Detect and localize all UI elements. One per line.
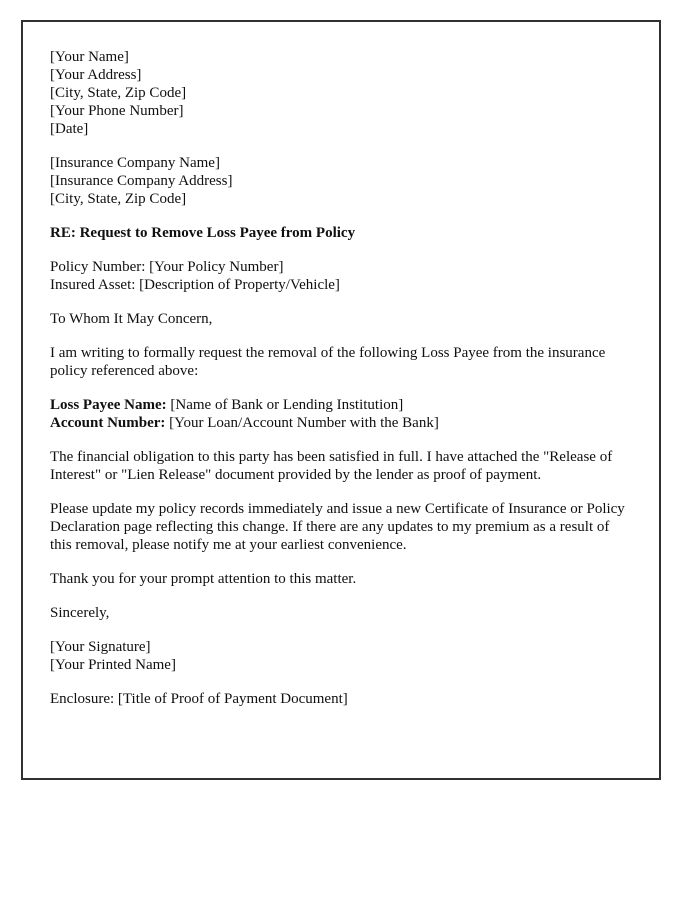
signature-placeholder: [Your Signature] <box>50 639 151 655</box>
sender-city-state-zip: [City, State, Zip Code] <box>50 85 187 101</box>
recipient-city-state-zip: [City, State, Zip Code] <box>50 191 187 207</box>
signature-block <box>50 638 629 674</box>
loss-payee-details-block <box>50 396 629 432</box>
account-number-line <box>50 414 629 432</box>
letter-document <box>21 20 661 780</box>
sender-phone: [Your Phone Number] <box>50 103 184 119</box>
subject-line: RE: Request to Remove Loss Payee from Policy <box>50 225 356 241</box>
obligation-paragraph: The financial obligation to this party has been satisfied in full. I have attached the "Release of Interest" or "Lien Release" document provided by the lender as proof of payment. <box>50 449 613 483</box>
policy-details-block <box>50 258 629 294</box>
letter-date: [Date] <box>50 121 89 137</box>
salutation: To Whom It May Concern, <box>50 311 213 327</box>
sender-address-block <box>50 48 629 138</box>
insured-asset-line: Insured Asset: [Description of Property/Vehicle] <box>50 277 340 293</box>
enclosure-line: Enclosure: [Title of Proof of Payment Document] <box>50 691 348 707</box>
loss-payee-line <box>50 396 629 414</box>
printed-name-placeholder: [Your Printed Name] <box>50 657 176 673</box>
account-number-value: [Your Loan/Account Number with the Bank] <box>165 415 439 431</box>
sender-address: [Your Address] <box>50 67 142 83</box>
recipient-address-block <box>50 154 629 208</box>
loss-payee-label: Loss Payee Name: <box>50 397 167 413</box>
intro-paragraph: I am writing to formally request the removal of the following Loss Payee from the insurance policy referenced above: <box>50 345 606 379</box>
recipient-company-name: [Insurance Company Name] <box>50 155 220 171</box>
closing-line: Sincerely, <box>50 605 110 621</box>
account-number-label: Account Number: <box>50 415 166 431</box>
sender-name: [Your Name] <box>50 49 129 65</box>
update-request-paragraph: Please update my policy records immediately and issue a new Certificate of Insurance or Policy Declaration page reflecting this change. If there are any updates to my premium as a result of this removal, please notify me at your earliest convenience. <box>50 501 625 553</box>
thank-you-line: Thank you for your prompt attention to this matter. <box>50 571 357 587</box>
recipient-company-address: [Insurance Company Address] <box>50 173 233 189</box>
policy-number-line: Policy Number: [Your Policy Number] <box>50 259 284 275</box>
loss-payee-value: [Name of Bank or Lending Institution] <box>166 397 404 413</box>
